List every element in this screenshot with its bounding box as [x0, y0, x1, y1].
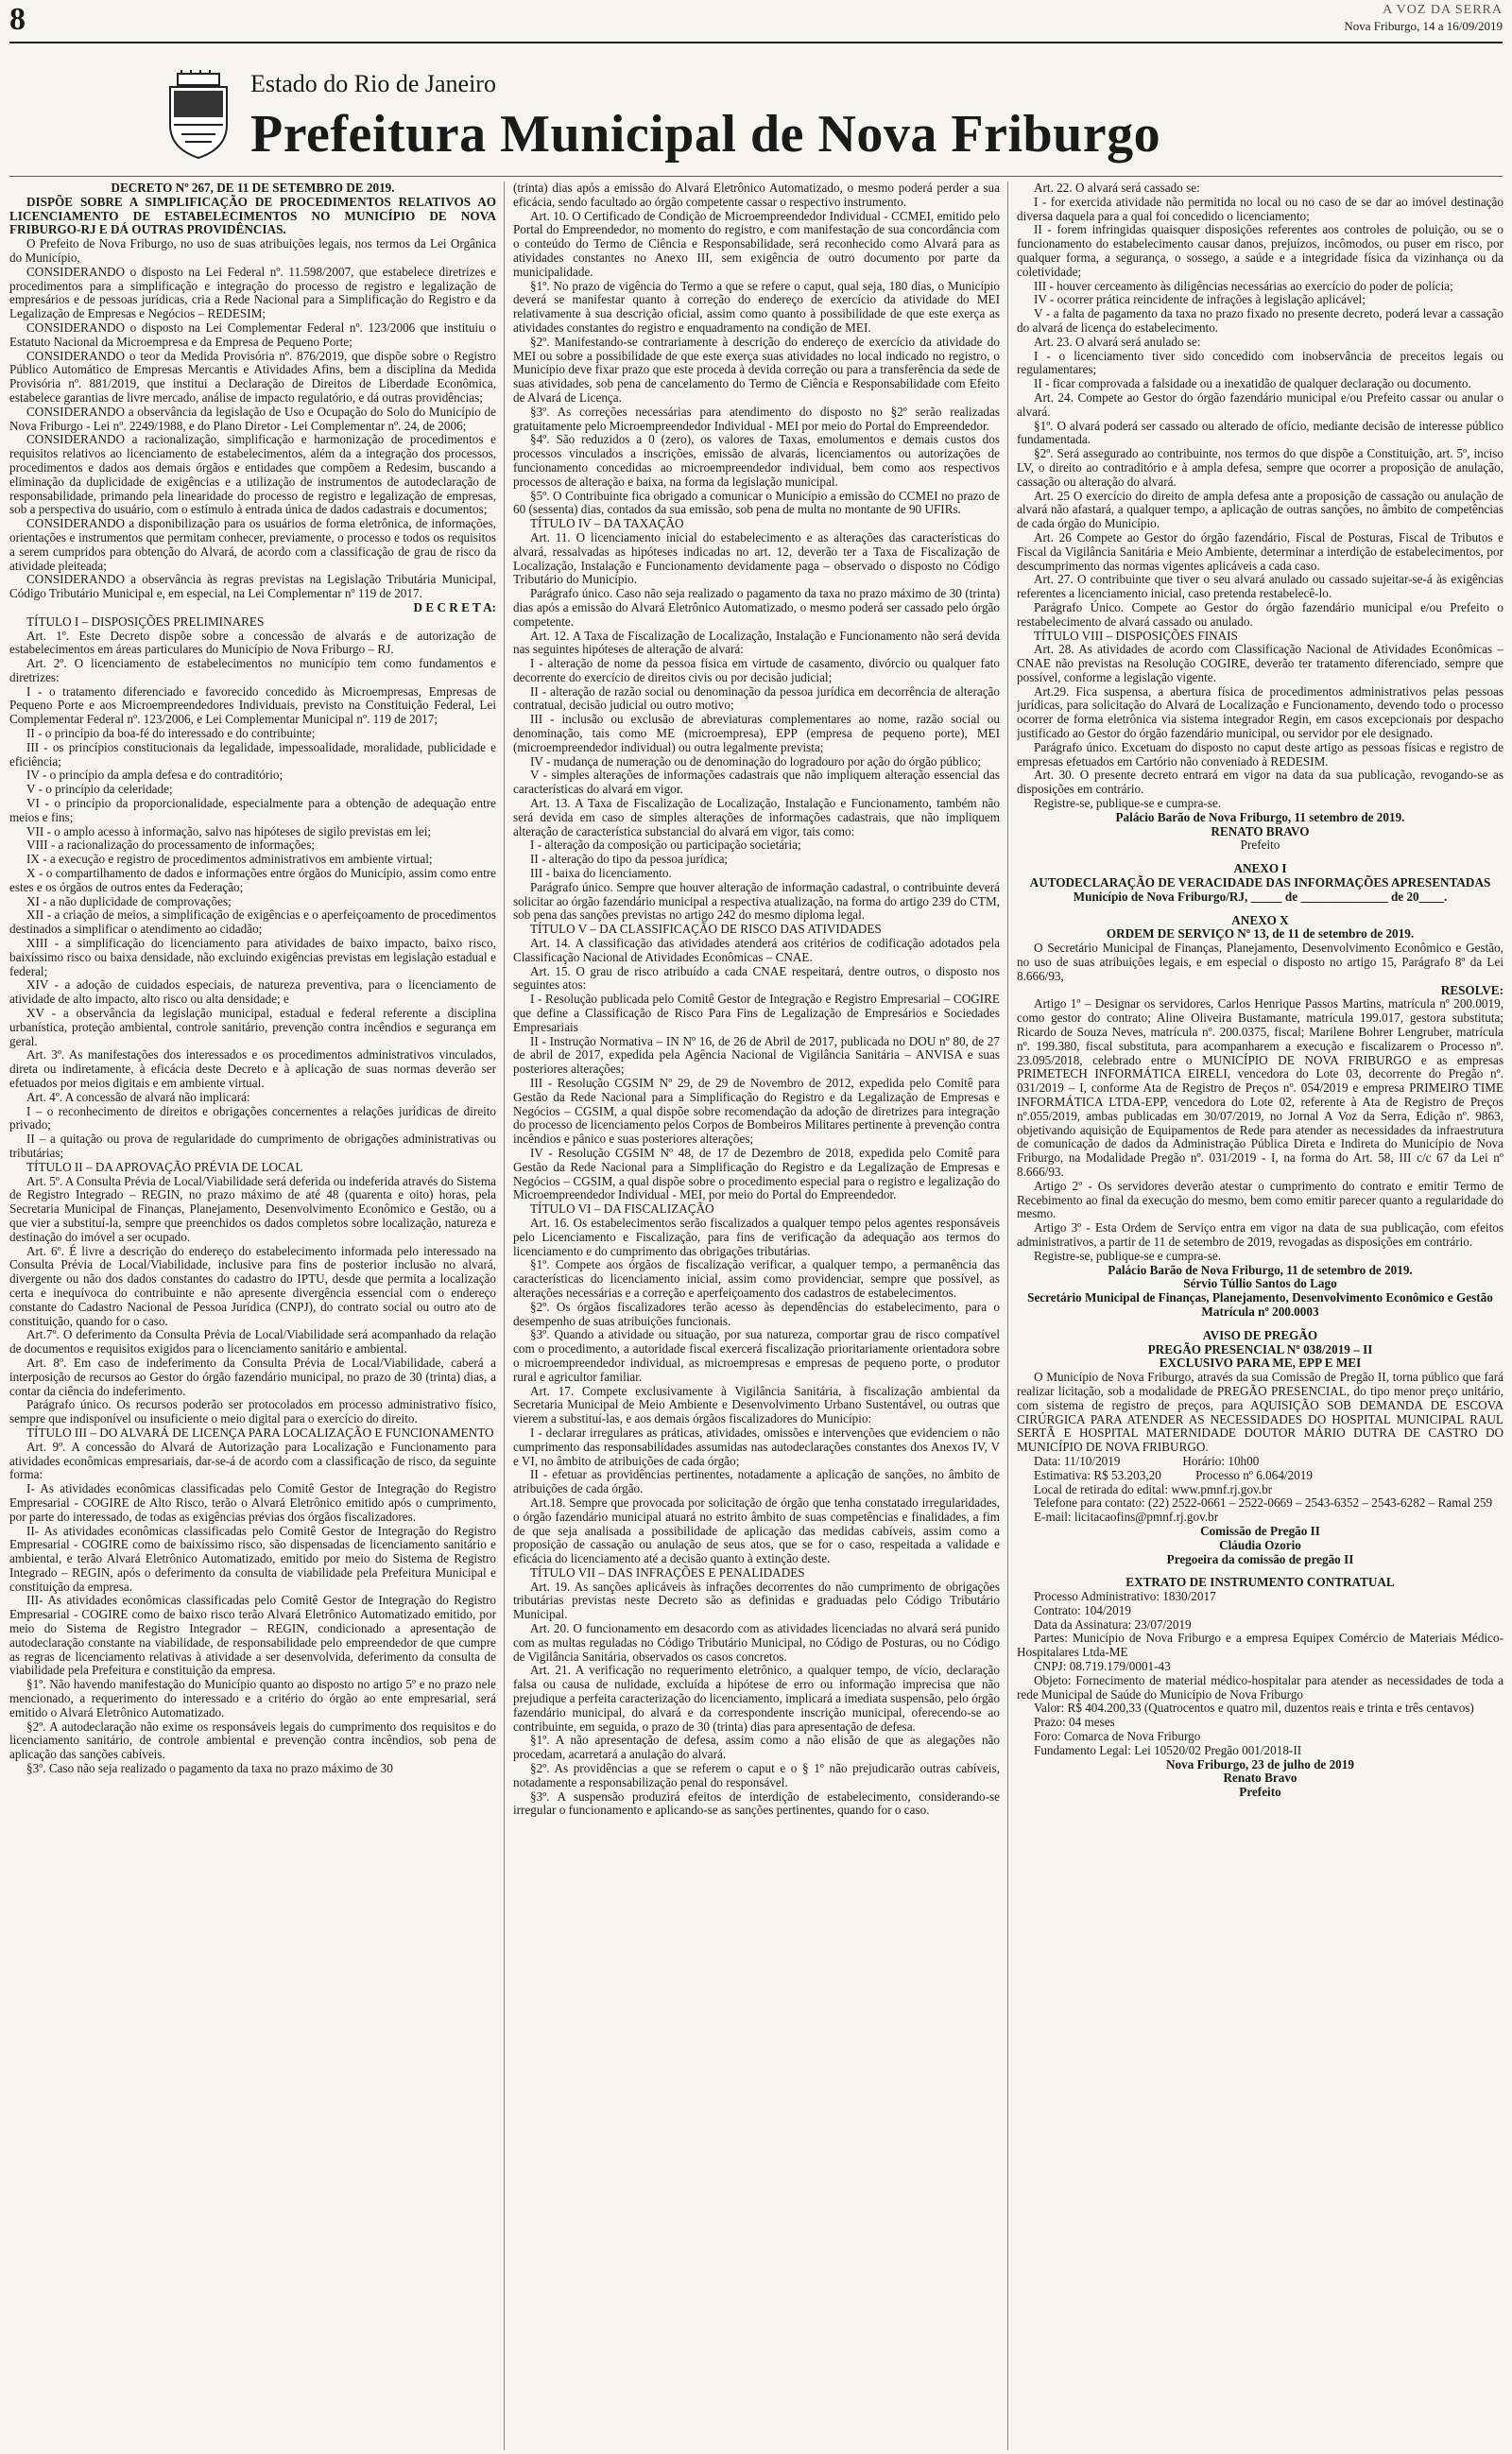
paragraph: Art. 13. A Taxa de Fiscalização de Localização, Instalação e Funcionamento, também não será devida em caso de simples alterações de informações cadastrais, que não impliquem alteração de característica substancial do alvará em vigor, tais como:: [513, 796, 1000, 838]
paragraph: Art. 4º. A concessão de alvará não implicará:: [26, 1089, 250, 1104]
paragraph: Art. 20. O funcionamento em desacordo com as atividades licenciadas no alvará será punido com as multas reguladas no Código Tributário Municipal, no Código de Posturas, ou no Código de Vigilância Sanitária, observados os casos concretos.: [513, 1621, 1000, 1664]
paragraph: Art.18. Sempre que provocada por solicitação de órgão que tenha constatado irregularidades, o órgão fazendário municipal atuará no estrito âmbito de suas competências e finalidades, a fim de que seja analisada a possibilidade de aplicação das medidas cabíveis, assim como a proposição de cassação ou anulação de seus atos, que se for o caso, respeitada a validade e eficácia do licenciamento até a decisão quanto à extinção deste.: [513, 1495, 1000, 1566]
paragraph: (trinta) dias após a emissão do Alvará Eletrônico Automatizado, o mesmo poderá perder a sua eficácia, sendo facultado ao órgão competente cassar o respectivo instrumento.: [513, 181, 1000, 209]
paragraph: IV - ocorrer prática reincidente de infrações à legislação aplicável;: [1034, 292, 1366, 307]
paragraph: VIII - a racionalização do processamento de informações;: [26, 838, 315, 853]
paragraph: IV - o princípio da ampla defesa e do contraditório;: [26, 768, 284, 783]
paragraph: XIII - a simplificação do licenciamento para atividades de baixo impacto, baixo risco, baixíssimo risco ou baixa densidade, não excluindo exigências previstas em legislação estadual e federal;: [9, 936, 496, 978]
paragraph: VII - o amplo acesso à informação, salvo nas hipóteses de sigilo previstas em lei;: [26, 823, 432, 838]
annex-heading: ANEXO X: [1231, 912, 1289, 927]
paragraph: §2º. Manifestando-se contrariamente à descrição do endereço de exercício da atividade do MEI ou sobre a possibilidade de que este exerça suas atividades no local indicado no registro, o Município deve fixar prazo que este proceda à devida correção ou para a transferência da sede de suas atividades, sob pena de cancelamento do Termo de Ciência e Responsabilidade com Efeito de Alvará de Licença.: [513, 334, 1000, 405]
paragraph: II – a quitação ou prova de regularidade do cumprimento de obrigações administrativas ou tributárias;: [9, 1132, 496, 1160]
page-number: 8: [9, 2, 26, 37]
paragraph: CONSIDERANDO a disponibilização para os usuários de forma eletrônica, de informações, orientações e instrumentos que permitam conhecer, previamente, o processo e todos os requisitos a serem cumpridos para obtenção do Alvará, de acordo com a classificação de grau de risco da atividade pleiteada;: [9, 516, 496, 573]
paragraph: V - o princípio da celeridade;: [26, 782, 173, 797]
signatory-title: Prefeito: [1240, 838, 1280, 853]
paragraph: Art. 10. O Certificado de Condição de Microempreendedor Individual - CCMEI, emitido pelo Portal do Empreendedor, no momento do registro, e com manifestação de sua concordância com o conteúdo do Termo de Ciência e Responsabilidade, será reconhecido como Alvará para as atividades constantes no Anexo III, sem exigência de outro documento por parte da municipalidade.: [513, 208, 1000, 279]
section-title: TÍTULO V – DA CLASSIFICAÇÃO DE RISCO DAS ATIVIDADES: [530, 922, 882, 937]
city-crest-icon: [161, 68, 236, 163]
paragraph: Art. 24. Compete ao Gestor do órgão fazendário municipal e/ou Prefeito cassar ou anular o alvará.: [1017, 389, 1503, 419]
paragraph: XI - a não duplicidade de comprovações;: [26, 893, 232, 908]
paragraph: Valor: R$ 404.200,33 (Quatrocentos e quatro mil, duzentos reais e trinta e três centavos): [1034, 1701, 1474, 1716]
paragraph: Registre-se, publique-se e cumpra-se.: [1034, 796, 1222, 811]
paragraph: Art. 9º. A concessão do Alvará de Autorização para Localização e Funcionamento para atividades econômicas empresariais, dar-se-á de acordo com a classificação de risco, da seguinte forma:: [9, 1439, 496, 1482]
header-divider: [9, 42, 1503, 43]
paragraph: CONSIDERANDO o teor da Medida Provisória nº. 876/2019, que dispõe sobre o Registro Público Automático de Empresas Mercantis e Atividades Afins, bem a disciplina da Medida Provisória nº. 881/2019, que institui a Declaração de Direitos de Liberdade Econômica, estabelece garantias de livre mercado, análise de impacto regulatório, e dá outras providências;: [9, 348, 496, 405]
paragraph: Art. 6º. É livre a descrição do endereço do estabelecimento informada pelo interessado na Consulta Prévia de Local/Viabilidade, inclusive para fins de posterior inclusão no alvará, divergente ou não dos dados constantes do cadastro do IPTU, desde que permita a localização certa e inequívoca do contribuinte e não apresente divergência essencial com o endereço constante do Cadastro Nacional de Pessoa Jurídica (CNPJ), do contrato social ou outro ato de constituição, quando for o caso.: [9, 1243, 496, 1328]
paragraph: Art. 3º. As manifestações dos interessados e os procedimentos administrativos vinculados, direta ou indiretamente, à eficácia deste Decreto e à aplicação de suas normas deverão ser efetuados por meios digitais e em ambiente virtual.: [9, 1047, 496, 1090]
paragraph: O Prefeito de Nova Friburgo, no uso de suas atribuições legais, nos termos da Lei Orgânica do Município,: [9, 236, 496, 265]
paragraph: I - declarar irregulares as práticas, atividades, omissões e intervenções que evidenciem o não cumprimento das responsabilidades assumidas nas autodeclarações constantes dos Anexos IV, V e VI, no âmbito de atribuições de cada órgão;: [513, 1425, 1000, 1468]
state-name: Estado do Rio de Janeiro: [250, 70, 496, 97]
paragraph: I - alteração da composição ou participação societária;: [530, 838, 801, 853]
extract-heading: EXTRATO DE INSTRUMENTO CONTRATUAL: [1125, 1575, 1395, 1590]
paragraph: §2º. Os órgãos fiscalizadores terão acesso às dependências do estabelecimento, para o desempenho de suas atribuições funcionais.: [513, 1299, 1000, 1328]
paragraph: Art. 23. O alvará será anulado se:: [1034, 334, 1201, 349]
notice-subheading: PREGÃO PRESENCIAL Nº 038/2019 – II: [1147, 1341, 1373, 1357]
signatory-name: Cláudia Ozorio: [1219, 1537, 1301, 1552]
paragraph: Art. 25 O exercício do direito de ampla defesa ante a proposição de cassação ou anulação de alvará não afastará, a qualquer tempo, a aplicação de outras sanções, no âmbito de competências de cada órgão do Município.: [1017, 488, 1503, 531]
section-title: TÍTULO I – DISPOSIÇÕES PRELIMINARES: [26, 614, 265, 629]
decree-title: DECRETO Nº 267, DE 11 DE SETEMBRO DE 2019.: [111, 181, 395, 195]
section-title: TÍTULO IV – DA TAXAÇÃO: [530, 516, 684, 531]
paragraph: Art. 1º. Este Decreto dispõe sobre a concessão de alvarás e de autorização de estabelecimentos em áreas particulares do Município de Nova Friburgo – RJ.: [9, 628, 496, 657]
column-1: [9, 181, 496, 2450]
paragraph: Registre-se, publique-se e cumpra-se.: [1034, 1248, 1222, 1263]
signatory-name: Renato Bravo: [1223, 1771, 1297, 1786]
paragraph: §1º. O alvará poderá ser cassado ou alterado de ofício, mediante decisão de interesse público fundamentada.: [1017, 418, 1503, 447]
annex-heading: ANEXO I: [1233, 861, 1287, 876]
signatory-name: Sérvio Túllio Santos do Lago: [1183, 1276, 1337, 1291]
order-title: ORDEM DE SERVIÇO Nº 13, de 11 de setembro de 2019.: [1106, 926, 1415, 942]
paragraph: I - alteração de nome da pessoa física em virtude de casamento, divórcio ou qualquer fato decorrente do exercício de direitos civis ou por decisão judicial;: [513, 656, 1000, 684]
paragraph: Art. 30. O presente decreto entrará em vigor na data da sua publicação, revogando-se as disposições em contrário.: [1017, 768, 1503, 797]
paragraph: §1º. No prazo de vigência do Termo a que se refere o caput, qual seja, 180 dias, o Município deverá se manifestar quanto à correção do endereço de exercício da atividade do MEI relativamente à sua descrição oficial, assim como quanto à possibilidade de que este exerça as atividades constantes do registro e enquadramento na condição de MEI.: [513, 278, 1000, 335]
paragraph: CNPJ: 08.719.179/0001-43: [1034, 1659, 1171, 1674]
signatory-registration: Matrícula nº 200.0003: [1201, 1304, 1319, 1319]
paragraph: Parágrafo Único. Compete ao Gestor do órgão fazendário municipal e/ou Prefeito o restabelecimento de alvará cassado ou anulado.: [1017, 599, 1503, 629]
paragraph: Art. 15. O grau de risco atribuído a cada CNAE respeitará, dentre outros, o disposto nos seguintes atos:: [513, 963, 1000, 993]
paragraph: Parágrafo único. Sempre que houver alteração de informação cadastral, o contribuinte deverá solicitar ao órgão fazendário municipal a respectiva atualização, na forma do artigo 239 do CTM, sob pena das sanções previstas no artigo 242 do mesmo diploma legal.: [513, 879, 1000, 923]
paragraph: Art. 19. As sanções aplicáveis às infrações decorrentes do não cumprimento de obrigações tributárias previstas neste Decreto são as definidas e graduadas pelo Código Tributário Municipal.: [513, 1579, 1000, 1622]
paragraph: II - o princípio da boa-fé do interessado e do contribuinte;: [26, 726, 316, 741]
paragraph: XIV - a adoção de cuidados especiais, de natureza preventiva, para o licenciamento de atividade de alto impacto, alto risco ou alta densidade; e: [9, 977, 496, 1007]
signatory-name: RENATO BRAVO: [1211, 823, 1310, 838]
masthead: [250, 59, 1290, 172]
paragraph: §1º. Compete aos órgãos de fiscalização verificar, a qualquer tempo, a permanência das características do licenciamento inicial, assim como providenciar, sempre que possível, as alterações necessárias e a correção e aperfeiçoamento dos cadastros de estabelecimentos.: [513, 1257, 1000, 1300]
column-3: [1017, 181, 1503, 2450]
section-title: TÍTULO VII – DAS INFRAÇÕES E PENALIDADES: [530, 1564, 805, 1580]
signature-place: Palácio Barão de Nova Friburgo, 11 setembro de 2019.: [1115, 809, 1405, 824]
paragraph: Art.29. Fica suspensa, a abertura física de procedimentos administrativos pelas pessoas jurídicas, para solicitação do Alvará de Localização e Funcionamento, devendo todo o processo ocorrer de forma eletrônica via sistema integrador Regin, em casos excepcionais por despacho justificado ao Gestor do órgão fazendário municipal, ou servidor por ele designado.: [1017, 683, 1503, 741]
paragraph: III - houver cerceamento às diligências necessárias ao exercício do poder de polícia;: [1034, 278, 1453, 293]
paragraph: Processo Administrativo: 1830/2017: [1034, 1589, 1216, 1604]
paragraph: III - Resolução CGSIM Nº 29, de 29 de Novembro de 2012, expedida pelo Comitê para Gestão da Rede Nacional para a Simplificação do Registro e da Legalização de Empresas e Negócios – CGSIM, a qual dispõe sobre recomendação da adoção de diretrizes para integração do processo de licenciamento pelos Corpos de Bombeiros Militares pertinente à prevenção contra incêndios e pânico e suas posteriores alterações;: [513, 1076, 1000, 1147]
masthead-title: Prefeitura Municipal de Nova Friburgo: [250, 105, 1161, 164]
paragraph: II - efetuar as providências pertinentes, notadamente a aplicação de sanções, no âmbito de atribuições de cada órgão.: [513, 1467, 1000, 1496]
paragraph: Objeto: Fornecimento de material médico-hospitalar para atender as necessidades de toda a rede Municipal de Saúde do Município de Nova Friburgo: [1017, 1672, 1503, 1702]
resolve-heading: RESOLVE:: [1440, 982, 1503, 997]
paragraph: E-mail: licitacaofins@pmnf.rj.gov.br: [1034, 1510, 1219, 1525]
paragraph: Art.7º. O deferimento da Consulta Prévia de Local/Viabilidade será acompanhado da relação de documentos e requisitos exigidos para o licenciamento sanitário e ambiental.: [9, 1327, 496, 1357]
page-header: [0, 0, 1512, 53]
paragraph: VI - o princípio da proporcionalidade, especialmente para a obtenção de adequação entre meios e fins;: [9, 796, 496, 824]
paragraph: Data da Assinatura: 23/07/2019: [1034, 1616, 1192, 1632]
paragraph: §5º. O Contribuinte fica obrigado a comunicar o Município a emissão do CCMEI no prazo de 60 (sessenta) dias, contados da sua emissão, sob pena de multa no montante de 90 UFIRs.: [513, 488, 1000, 517]
paragraph: II - Instrução Normativa – IN Nº 16, de 26 de Abril de 2017, publicada no DOU nº 80, de 27 de abril de 2017, expedida pela Agência Nacional de Vigilância Sanitária – ANVISA e suas posteriores alterações;: [513, 1033, 1000, 1077]
paragraph: Art. 8º. Em caso de indeferimento da Consulta Prévia de Local/Viabilidade, caberá a interposição de recursos ao Gestor do órgão fazendário municipal, no prazo de 30 (trinta) dias, a contar da ciência do indeferimento.: [9, 1355, 496, 1398]
paragraph: Partes: Município de Nova Friburgo e a empresa Equipex Comércio de Materiais Médico-Hospitalares Ltda-ME: [1017, 1631, 1503, 1660]
column-divider: [504, 181, 505, 2450]
paper-name: A VOZ DA SERRA: [1383, 3, 1503, 17]
paragraph: II - alteração de razão social ou denominação da pessoa jurídica em decorrência de alteração contratual, decisão judicial ou outro motivo;: [513, 683, 1000, 713]
paragraph: Foro: Comarca de Nova Friburgo: [1034, 1729, 1201, 1744]
paragraph: III- As atividades econômicas classificadas pelo Comitê Gestor de Integração do Registro Empresarial - COGIRE como de baixo risco terão Alvará Eletrônico Automatizado emitido, por meio do Sistema de Registro Integrador – REGIN, condicionado a apresentação de autodeclaração constante na viabilidade, de responsabilidade pelo empreendedor de que cumpre as regras de licenciamento relativas à atividade a ser desenvolvida, deferimento da consulta de viabilidade pela Prefeitura e constituição da empresa.: [9, 1593, 496, 1678]
decree-summary: DISPÕE SOBRE A SIMPLIFICAÇÃO DE PROCEDIMENTOS RELATIVOS AO LICENCIAMENTO DE ESTABELECIMENTOS NO MUNICÍPIO DE NOVA FRIBURGO-RJ E DÁ OUTRAS PROVIDÊNCIAS.: [9, 194, 496, 237]
paragraph: I- As atividades econômicas classificadas pelo Comitê Gestor de Integração do Registro Empresarial - COGIRE de Alto Risco, terão o Alvará Eletrônico emitido após o cumprimento, por parte do interessado, de todas as exigências prévias dos órgãos fiscalizadores.: [9, 1481, 496, 1524]
paragraph: §3º. A suspensão produzirá efeitos de interdição de estabelecimento, considerando-se irregular o funcionamento e aplicando-se as sanções pertinentes, quando for o caso.: [513, 1789, 1000, 1818]
paragraph: Art. 2º. O licenciamento de estabelecimentos no município tem como fundamentos e diretrizes:: [9, 656, 496, 684]
paragraph: Contrato: 104/2019: [1034, 1602, 1131, 1617]
paragraph: §3º. As correções necessárias para atendimento do disposto no §2º serão realizadas gratuitamente pelo Microempreendedor Individual - MEI por meio do Portal do Empreendedor.: [513, 404, 1000, 433]
paragraph: CONSIDERANDO a racionalização, simplificação e harmonização de procedimentos e requisitos relativos ao licenciamento de estabelecimentos, além da a integração dos processos, procedimentos e dados aos demais órgãos e entidades que compõem a Redesim, buscando a eliminação da duplicidade de exigências e a utilização de instrumentos de autodeclaração de responsabilidade, primando pela linearidade do processo de registro e legalização de empresas, sob a perspectiva do usuário, com o estímulo à entrada única de dados cadastrais e documentos;: [9, 432, 496, 517]
paragraph: II - forem infringidas quaisquer disposições referentes aos controles de poluição, ou se o funcionamento do estabelecimento causar danos, prejuízos, incômodos, ou puser em risco, por qualquer forma, a segurança, o sossego, a saúde e a integridade física da vizinhança ou da coletividade;: [1017, 222, 1503, 279]
paragraph: §1º. Não havendo manifestação do Município quanto ao disposto no artigo 5º e no prazo nele mencionado, a requerimento do interessado e a critério do órgão ao ente empresarial, será emitido o Alvará Eletrônico Automatizado.: [9, 1677, 496, 1720]
paragraph: I - o licenciamento tiver sido concedido com inobservância de preceitos legais ou regulamentares;: [1017, 348, 1503, 377]
column-divider: [1007, 181, 1008, 2450]
paragraph: Art. 14. A classificação das atividades atenderá aos critérios de codificação adotados pela Classificação Nacional de Atividades Econômicas – CNAE.: [513, 936, 1000, 964]
paragraph: O Secretário Municipal de Finanças, Planejamento, Desenvolvimento Econômico e Gestão, no uso de suas atribuições legais, e em especial o disposto no artigo 15, Parágrafo 8º da Lei 8.666/93,: [1017, 941, 1503, 983]
paragraph: Fundamento Legal: Lei 10520/02 Pregão 001/2018-II: [1034, 1742, 1302, 1757]
paragraph: XII - a criação de meios, a simplificação de exigências e o aperfeiçoamento de procedimentos destinados a simplificar o atendimento ao cidadão;: [9, 907, 496, 937]
paragraph: Art. 22. O alvará será cassado se:: [1034, 181, 1200, 195]
paragraph: V - a falta de pagamento da taxa no prazo fixado no presente decreto, poderá levar a cassação do alvará de licença do estabelecimento.: [1017, 306, 1503, 335]
paragraph: I - Resolução publicada pelo Comitê Gestor de Integração e Registro Empresarial – COGIRE que define a Classificação de Risco Para Fins de Legalização de Empresários e Sociedades Empresariais: [513, 992, 1000, 1034]
paragraph: Artigo 3º - Esta Ordem de Serviço entra em vigor na data de sua publicação, com efeitos administrativos, a partir de 11 de setembro de 2019, revogadas as disposições em contrário.: [1017, 1220, 1503, 1249]
paragraph: Art. 16. Os estabelecimentos serão fiscalizados a qualquer tempo pelos agentes responsáveis pelo Licenciamento e Fiscalização, para fins de verificação da adequação aos termos do licenciamento e do cumprimento das obrigações tributárias.: [513, 1215, 1000, 1258]
paragraph: III - inclusão ou exclusão de abreviaturas complementares ao nome, razão social ou denominação, tais como ME (microempresa), EPP (empresa de pequeno porte), MEI (microempreendedor individual) ou outra legalmente prevista;: [513, 712, 1000, 754]
paragraph: Parágrafo único. Excetuam do disposto no caput deste artigo as pessoas físicas e registro de empresas efetuados em Cartório não conveniado à REDESIM.: [1017, 739, 1503, 769]
paragraph: III - os princípios constitucionais da legalidade, impessoalidade, moralidade, publicidade e eficiência;: [9, 739, 496, 769]
paragraph: §4º. São reduzidos a 0 (zero), os valores de Taxas, emolumentos e demais custos dos processos vinculados a inscrições, emissão de alvarás, licenciamentos ou autorizações de funcionamento concedidas ao microempreendedor individual, bem como aos respectivos processos de alteração e baixa, na forma da legislação municipal.: [513, 432, 1000, 489]
paragraph: IX - a execução e registro de procedimentos administrativos em ambiente virtual;: [26, 852, 433, 867]
paragraph: I – o reconhecimento de direitos e obrigações concernentes a relações jurídicas de direito privado;: [9, 1103, 496, 1132]
paragraph: II - ficar comprovada a falsidade ou a inexatidão de qualquer declaração ou documento.: [1034, 376, 1471, 391]
paragraph: XV - a observância da legislação municipal, estadual e federal referente a disciplina urbanística, proteção ambiental, controle sanitário, prevenção contra incêndios e segurança em geral.: [9, 1006, 496, 1048]
section-title: TÍTULO III – DO ALVARÁ DE LICENÇA PARA LOCALIZAÇÃO E FUNCIONAMENTO: [26, 1425, 494, 1440]
paragraph: Artigo 1º – Designar os servidores, Carlos Henrique Passos Martins, matrícula nº 200.0019, como gestor do contrato; Aline Oliveira Bustamante, matrícula 199.017, gestora substituta; Ricardo de Souza Neves, matrícula nº. 200.0375, fiscal; Marilene Bohrer Lengruber, matrícula nº. 199.380, fiscal substituta, para acompanharem a execução e fiscalizarem o Processo nº. 23.095/2018, celebrado entre o MUNICÍPIO DE NOVA FRIBURGO e as empresas PRIMETECH INFORMÁTICA EIRELI, vencedora do Lote 03, decorrente do Pregão nº. 031/2019 – I, conforme Ata de Registro de Preços nº. 054/2019 e empresa PRIMEIRO TIME INFORMÁTICA LTDA-EPP, vencedora do Lote 02, referente à Ata de Registro de Preços nº.055/2019, ambas publicadas em 30/07/2019, no Jornal A Voz da Serra, Edição nº. 9863, objetivando aquisição de Equipamentos de Rede para atender as necessidades da infraestrutura de comunicação de dados da Administração Pública Direta e Indireta do Município de Nova Friburgo, na Modalidade Pregão nº. 031/2019 - I, na forma do Art. 58, III c/c 67 da Lei nº 8.666/93.: [1017, 996, 1503, 1179]
paragraph: Art. 27. O contribuinte que tiver o seu alvará anulado ou cassado sujeitar-se-á às exigências referentes a licenciamento inicial, caso pretenda restabelecê-lo.: [1017, 572, 1503, 601]
signature-place: Nova Friburgo, 23 de julho de 2019: [1166, 1756, 1354, 1771]
paragraph: Art. 11. O licenciamento inicial do estabelecimento e as alterações das características do alvará, ressalvadas as hipóteses indicadas no art. 12, deverão ter a Taxa de Fiscalização de Localização, Instalação e Funcionamento devidamente paga – observado o disposto no Código Tributário do Município.: [513, 529, 1000, 587]
paragraph: Artigo 2º - Os servidores deverão atestar o cumprimento do contrato e emitir Termo de Recebimento ao final da execução do mesmo, bem como emitir parecer quanto a regularidade do mesmo.: [1017, 1178, 1503, 1221]
section-title: TÍTULO II – DA APROVAÇÃO PRÉVIA DE LOCAL: [26, 1159, 303, 1174]
paragraph: I - o tratamento diferenciado e favorecido concedido às Microempresas, Empresas de Pequeno Porte e aos Microempreendedores Individuais, previsto na Constituição Federal, Lei Complementar Federal nº. 123/2006, e Lei Complementar Municipal nº. 119 de 2017;: [9, 683, 496, 727]
paragraph: Local de retirada do edital: www.pmnf.rj.gov.br: [1034, 1481, 1273, 1496]
annex-line: Município de Nova Friburgo/RJ, _____ de ______________ de 20____.: [1073, 889, 1448, 904]
paragraph: §3º. Quando a atividade ou situação, por sua natureza, comportar grau de risco compatível com o procedimento, a autoridade fiscal exercerá fiscalização prioritariamente orientadora sobre o microempreendedor individual, as microempresas e empresas de pequeno porte, o produtor rural e agricultor familiar.: [513, 1327, 1000, 1384]
paragraph: CONSIDERANDO a observância às regras previstas na Legislação Tributária Municipal, Código Tributário Municipal e, em especial, na Lei Complementar nº 119 de 2017.: [9, 572, 496, 601]
section-title: TÍTULO VI – DA FISCALIZAÇÃO: [530, 1201, 714, 1217]
paragraph: Art. 12. A Taxa de Fiscalização de Localização, Instalação e Funcionamento não será devida nas seguintes hipóteses de alteração de alvará:: [513, 628, 1000, 657]
decreta-heading: D E C R E T A:: [413, 599, 496, 614]
paragraph: Parágrafo único. Caso não seja realizado o pagamento da taxa no prazo máximo de 30 (trinta) dias após a emissão do Alvará Eletrônico Automatizado, o mesmo poderá ser cassado pelo órgão competente.: [513, 586, 1000, 629]
paragraph: V - simples alterações de informações cadastrais que não impliquem alteração essencial das características do alvará em vigor.: [513, 768, 1000, 797]
paragraph: II- As atividades econômicas classificadas pelo Comitê Gestor de Integração do Registro Empresarial - COGIRE como de baixíssimo risco, são dispensadas de licenciamento sanitário e ambiental, e terão Alvará Eletrônico Automatizado, emitido por meio do Sistema de Registro Integrado – REGIN, após o deferimento da consulta de viabilidade pela Prefeitura Municipal e constituição da empresa.: [9, 1523, 496, 1594]
paragraph: Art. 26 Compete ao Gestor do órgão fazendário, Fiscal de Posturas, Fiscal de Tributos e Fiscal da Vigilância Sanitária e Meio Ambiente, determinar a interdição de estabelecimentos, por descumprimento das normas vigentes aplicáveis a cada caso.: [1017, 529, 1503, 573]
paragraph: X - o compartilhamento de dados e informações entre órgãos do Município, assim como entre estes e os órgãos de outros entes da Federação;: [9, 866, 496, 894]
paragraph: II - alteração do tipo da pessoa jurídica;: [530, 852, 729, 867]
signatory-title: Pregoeira da comissão de pregão II: [1166, 1551, 1354, 1566]
masthead-divider: [9, 176, 1503, 177]
signatory-title: Prefeito: [1239, 1785, 1281, 1800]
edition-date: Nova Friburgo, 14 a 16/09/2019: [1344, 19, 1503, 33]
paragraph: Art. 17. Compete exclusivamente à Vigilância Sanitária, à fiscalização ambiental da Secretaria Municipal de Meio Ambiente e Desenvolvimento Urbano Sustentável, ou outras que vierem a substituí-las, e aos demais órgãos fiscalizadores do Município:: [513, 1383, 1000, 1426]
paragraph: §1º. A não apresentação de defesa, assim como a não elisão de que as alegações não procedam, acarretará a anulação do alvará.: [513, 1733, 1000, 1762]
notice-date: Data: 11/10/2019 Horário: 10h00: [1034, 1453, 1260, 1468]
paragraph: Art. 28. As atividades de acordo com Classificação Nacional de Atividades Econômicas – CNAE não previstas na Resolução COGIRE, deverão ter tratamento diferenciado, sempre que possível, conforme a legislação vigente.: [1017, 642, 1503, 684]
signature-place: Palácio Barão de Nova Friburgo, 11 de setembro de 2019.: [1108, 1262, 1413, 1277]
paragraph: Telefone para contato: (22) 2522-0661 – 2522-0669 – 2543-6352 – 2543-6282 – Ramal 259: [1034, 1495, 1493, 1511]
paragraph: §2º. As providências a que se referem o caput e o § 1º não prejudicarão outras cabíveis, notadamente a responsabilização penal do responsável.: [513, 1761, 1000, 1789]
paragraph: O Município de Nova Friburgo, através da sua Comissão de Pregão II, torna público que fará realizar licitação, sob a modalidade de PREGÃO PRESENCIAL, do tipo menor preço unitário, com sistema de registro de preços, para AQUISIÇÃO SOB DEMANDA DE ESCOVA CIRÚRGICA PARA ATENDER AS NECESSIDADES DO HOSPITAL MUNICIPAL RAUL SERTÃ E HOSPITAL MATERNIDADE DOUTOR MÁRIO DUTRA DE CASTRO DO MUNICÍPIO DE NOVA FRIBURGO.: [1017, 1370, 1503, 1455]
notice-subheading: EXCLUSIVO PARA ME, EPP E MEI: [1159, 1356, 1362, 1371]
signatory-title: Secretário Municipal de Finanças, Planejamento, Desenvolvimento Econômico e Gestão: [1027, 1290, 1493, 1305]
section-title: TÍTULO VIII – DISPOSIÇÕES FINAIS: [1034, 628, 1238, 643]
paragraph: I - for exercida atividade não permitida no local ou no caso de se dar ao imóvel destinação diversa daquela para a qual foi concedido o licenciamento;: [1017, 194, 1503, 223]
paper-info: [1344, 2, 1503, 34]
paragraph: IV - mudança de numeração ou de denominação do logradouro por ação do órgão público;: [530, 753, 982, 769]
notice-estimate: Estimativa: R$ 53.203,20 Processo nº 6.064/2019: [1034, 1467, 1313, 1482]
paragraph: Parágrafo único. Os recursos poderão ser protocolados em processo administrativo físico, sempre que indisponível ou insuficiente o meio digital para o exercício do direito.: [9, 1397, 496, 1426]
paragraph: §3º. Caso não seja realizado o pagamento da taxa no prazo máximo de 30: [26, 1761, 393, 1776]
paragraph: CONSIDERANDO a observância da legislação de Uso e Ocupação do Solo do Município de Nova Friburgo - Lei nº. 2249/1988, e do Plano Diretor - Lei Complementar nº. 24, de 2006;: [9, 404, 496, 433]
paragraph: §2º. Será assegurado ao contribuinte, nos termos do que dispõe a Constituição, art. 5º, inciso LV, o direito ao contraditório e à ampla defesa, sempre que ocorrer a proposição de anulação, cassação ou alteração do alvará.: [1017, 446, 1503, 489]
column-2: [513, 181, 1000, 2450]
paragraph: Art. 5º. A Consulta Prévia de Local/Viabilidade será deferida ou indeferida através do Sistema de Registro Integrado – REGIN, no prazo máximo de até 48 (quarenta e oito) horas, pela Secretaria Municipal de Finanças, Planejamento, Desenvolvimento Econômico e Gestão, ou a que vier a substituí-la, sempre que preenchidos os dados completos sobre localização, natureza e destinação do imóvel a ser ocupado.: [9, 1173, 496, 1244]
paragraph: CONSIDERANDO o disposto na Lei Federal nº. 11.598/2007, que estabelece diretrizes e procedimentos para a simplificação e integração do processo de registro e legalização de empresários e de pessoas jurídicas, cria a Rede Nacional para a Simplificação do Registro e da Legalização de Empresas e Negócios – REDESIM;: [9, 264, 496, 321]
committee-name: Comissão de Pregão II: [1200, 1523, 1320, 1538]
paragraph: Art. 21. A verificação no requerimento eletrônico, a qualquer tempo, de vício, declaração falsa ou causa de nulidade, excluída a hipótese de erro ou informação imprecisa que não prejudique a perfeita caracterização do licenciamento, implicará a imediata suspensão, pelo órgão fazendário municipal, do alvará e da correspondente inscrição municipal, oferecendo-se ao contribuinte, em seguida, o prazo de 30 (trinta) dias para apresentação de defesa.: [513, 1663, 1000, 1734]
paragraph: III - baixa do licenciamento.: [530, 866, 672, 881]
paragraph: Prazo: 04 meses: [1034, 1715, 1115, 1730]
notice-heading: AVISO DE PREGÃO: [1202, 1327, 1318, 1342]
paragraph: IV - Resolução CGSIM Nº 48, de 17 de Dezembro de 2018, expedida pelo Comitê para Gestão da Rede Nacional para a Simplificação do Registro e da Legalização de Empresas e Negócios – CGSIM, a qual dispõe sobre o procedimento especial para o registro e legalização do Microempreendedor Individual - MEI, por meio do Portal do Empreendedor.: [513, 1145, 1000, 1202]
annex-title: AUTODECLARAÇÃO DE VERACIDADE DAS INFORMAÇÕES APRESENTADAS: [1029, 875, 1491, 890]
paragraph: §2º. A autodeclaração não exime os responsáveis legais do cumprimento dos requisitos e do licenciamento sanitário, de controle ambiental e prevenção contra incêndios, sob pena de aplicação das sanções cabíveis.: [9, 1719, 496, 1762]
paragraph: CONSIDERANDO o disposto na Lei Complementar Federal nº. 123/2006 que instituiu o Estatuto Nacional da Microempresa e da Empresa de Pequeno Porte;: [9, 320, 496, 349]
